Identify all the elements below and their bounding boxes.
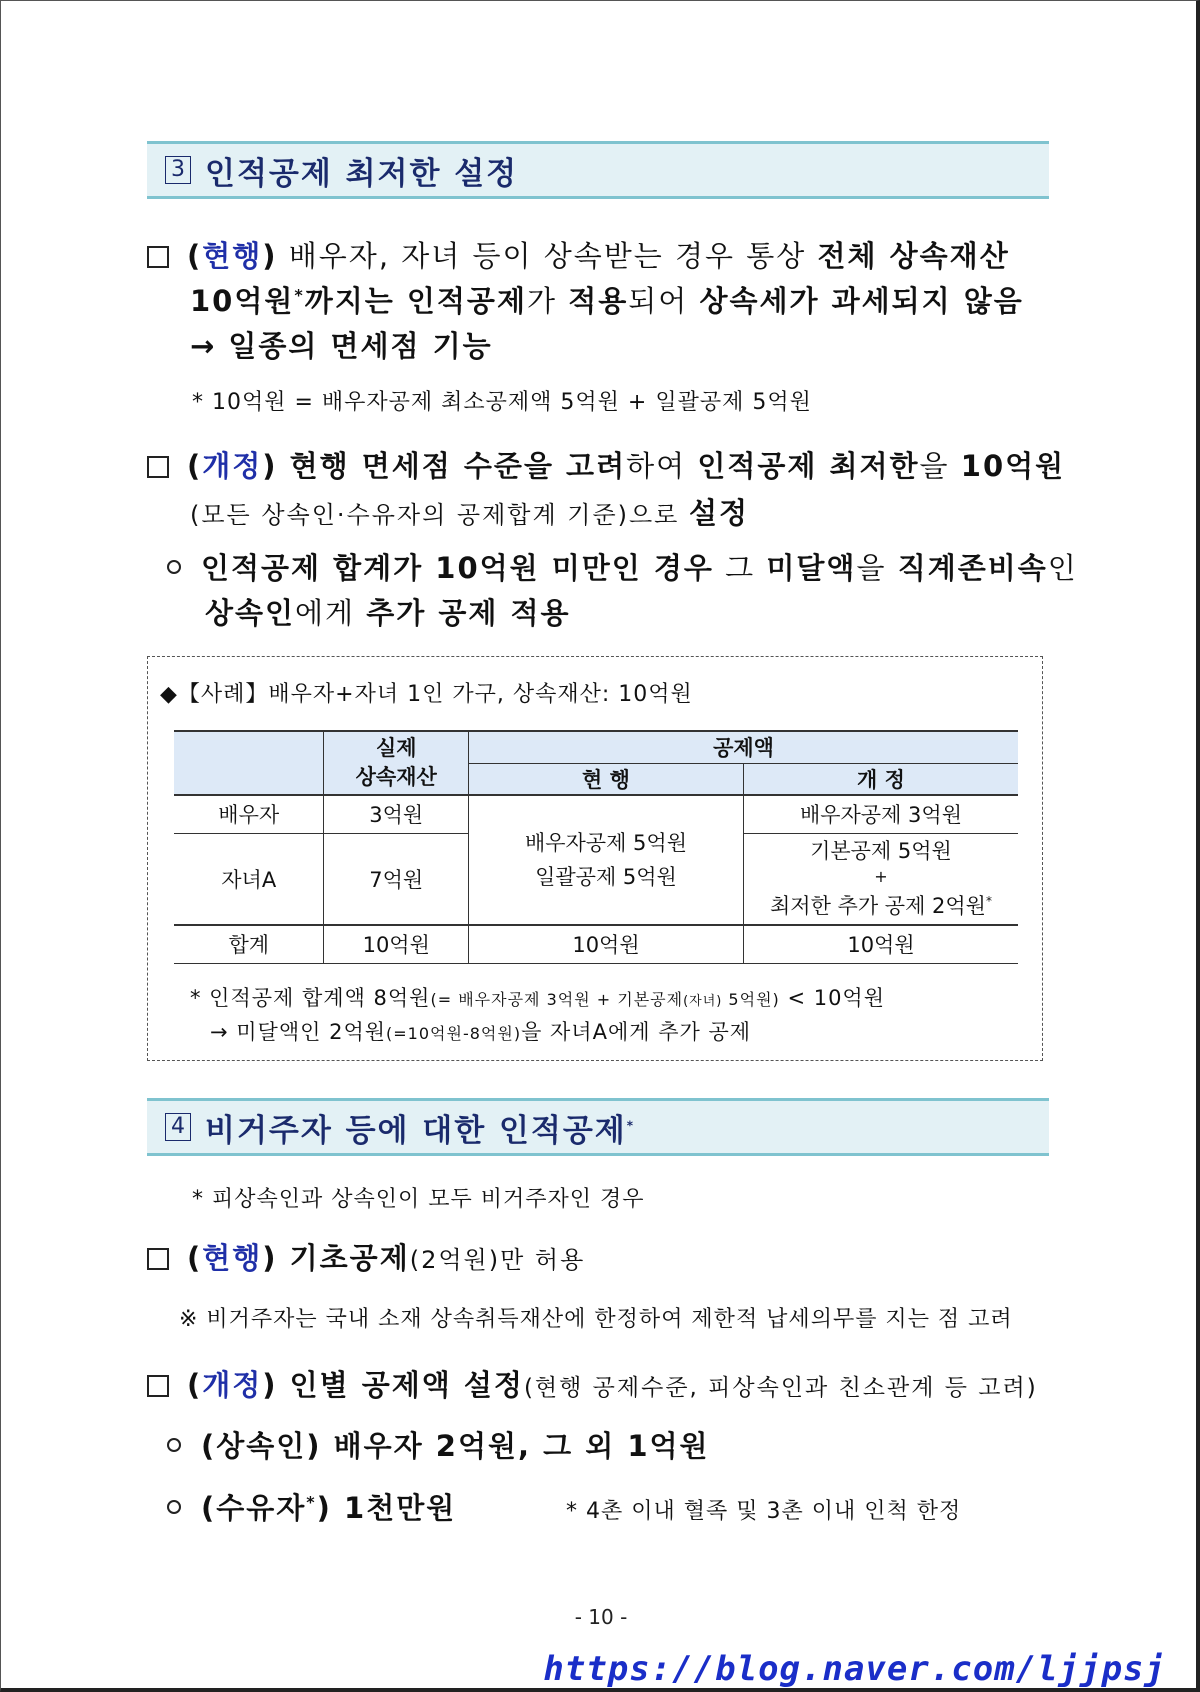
section-4-number: 4 (165, 1113, 191, 1141)
header-current: 현 행 (468, 763, 743, 795)
header-asset: 실제 상속재산 (324, 731, 469, 795)
example-table (174, 730, 1018, 964)
checkbox-square-icon (147, 1375, 169, 1397)
s4-bullet-2: (수유자*) 1천만원 (167, 1486, 456, 1527)
checkbox-square-icon (147, 456, 169, 478)
table-row: 배우자 3억원 배우자공제 5억원 일괄공제 5억원 배우자공제 3억원 (174, 795, 1018, 833)
example-title: ◆【사례】배우자+자녀 1인 가구, 상속재산: 10억원 (160, 682, 693, 707)
revised-line-1: (개정) 현행 면세점 수준을 고려하여 인적공제 최저한을 10억원 (147, 444, 1065, 485)
s4-current-note: ※ 비거주자는 국내 소재 상속취득재산에 한정하여 제한적 납세의무를 지는 점 고려 (179, 1307, 1013, 1332)
checkbox-square-icon (147, 1248, 169, 1270)
section-3-number: 3 (165, 156, 191, 184)
section-4-title: 비거주자 등에 대한 인적공제* (205, 1112, 636, 1149)
bullet-line-2: 상속인에게 추가 공제 적용 (205, 596, 571, 630)
header-deduction: 공제액 (468, 731, 1018, 763)
tag-revised: 개정 (202, 449, 263, 483)
bullet-circle-icon (167, 560, 181, 574)
checkbox-square-icon (147, 246, 169, 268)
s4-bullet-2-note: * 4촌 이내 혈족 및 3촌 이내 인척 한정 (566, 1499, 962, 1524)
watermark-url: https://blog.naver.com/ljjpsj (543, 1649, 1166, 1689)
s4-bullet-1: (상속인) 배우자 2억원, 그 외 1억원 (167, 1424, 710, 1465)
bullet-circle-icon (167, 1500, 181, 1514)
current-note: * 10억원 = 배우자공제 최소공제액 5억원 + 일괄공제 5억원 (192, 390, 812, 415)
section-3-title: 인적공제 최저한 설정 (205, 155, 519, 192)
revised-line-2: (모든 상속인·수유자의 공제합계 기준)으로 설정 (190, 496, 750, 530)
s4-revised-line: (개정) 인별 공제액 설정(현행 공제수준, 피상속인과 친소관계 등 고려) (147, 1363, 1038, 1404)
current-line-3: → 일종의 면세점 기능 (190, 329, 493, 363)
bullet-circle-icon (167, 1438, 181, 1452)
tag-current: 현행 (202, 1241, 263, 1275)
current-merged-cell: 배우자공제 5억원 일괄공제 5억원 (468, 795, 743, 925)
header-empty (174, 731, 324, 795)
example-note-1: * 인적공제 합계액 8억원(= 배우자공제 3억원 + 기본공제(자녀) 5억원) < 10억원 (190, 986, 886, 1010)
section-3-header (147, 141, 1049, 199)
header-revised: 개 정 (743, 763, 1018, 795)
example-note-2: → 미달액인 2억원(=10억원-8억원)을 자녀A에게 추가 공제 (210, 1020, 752, 1044)
table-row: 자녀A 7억원 기본공제 5억원 + 최저한 추가 공제 2억원* (174, 833, 1018, 925)
section-4-header (147, 1098, 1049, 1156)
example-box (147, 656, 1043, 1061)
page-number: - 10 - (574, 1605, 628, 1629)
tag-revised: 개정 (202, 1368, 263, 1402)
tag-current: 현행 (202, 239, 263, 273)
current-line-1: (현행) 배우자, 자녀 등이 상속받는 경우 통상 전체 상속재산 (147, 234, 1010, 275)
bullet-line-1: 인적공제 합계가 10억원 미만인 경우 그 미달액을 직계존비속인 (167, 546, 1078, 587)
table-row-total: 합계 10억원 10억원 10억원 (174, 925, 1018, 963)
s4-current-line: (현행) 기초공제(2억원)만 허용 (147, 1236, 585, 1277)
current-line-2: 10억원*까지는 인적공제가 적용되어 상속세가 과세되지 않음 (190, 284, 1024, 318)
section-4-note: * 피상속인과 상속인이 모두 비거주자인 경우 (192, 1187, 645, 1212)
